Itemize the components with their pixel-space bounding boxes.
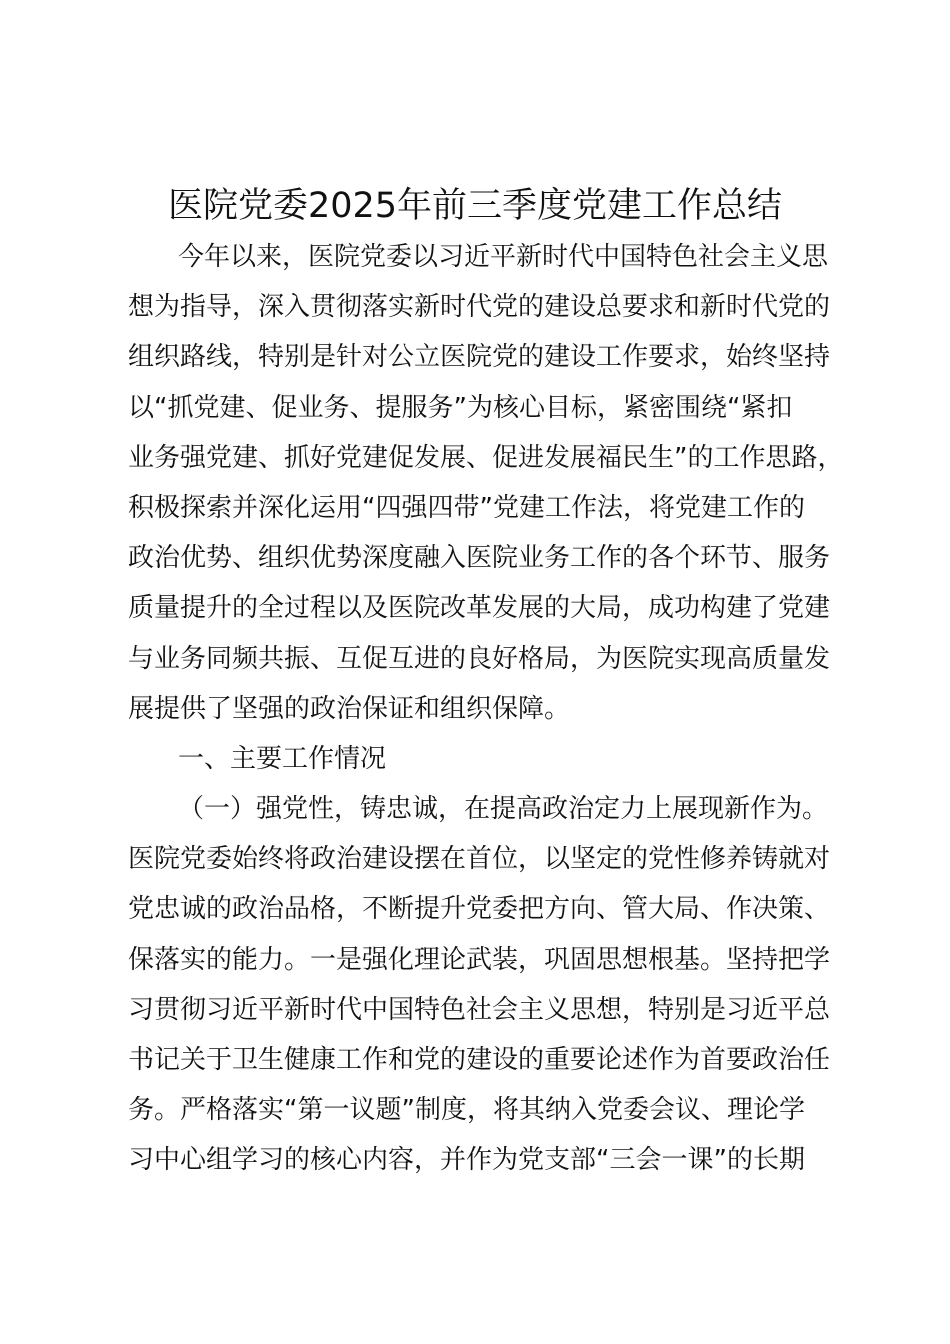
- paragraph-line: 政治优势、组织优势深度融入医院业务工作的各个环节、服务: [128, 543, 831, 574]
- paragraph-line: 习中心组学习的核心内容，并作为党支部“三会一课”的长期: [128, 1145, 805, 1176]
- paragraph-line: 书记关于卫生健康工作和党的建设的重要论述作为首要政治任: [128, 1045, 831, 1075]
- paragraph-line: 习贯彻习近平新时代中国特色社会主义思想，特别是习近平总: [128, 994, 831, 1025]
- paragraph-line: 务。严格落实“第一议题”制度，将其纳入党委会议、理论学: [128, 1095, 805, 1126]
- paragraph-line: 展提供了坚强的政治保证和组织保障。: [128, 693, 571, 724]
- paragraph-line: 质量提升的全过程以及医院改革发展的大局，成功构建了党建: [128, 593, 831, 624]
- document-body: [128, 232, 844, 1186]
- paragraph-line: 保落实的能力。一是强化理论武装，巩固思想根基。坚持把学: [128, 944, 831, 975]
- paragraph-line: 党忠诚的政治品格，不断提升党委把方向、管大局、作决策、: [128, 894, 831, 925]
- paragraph-line: （一）强党性，铸忠诚，在提高政治定力上展现新作为。: [178, 794, 829, 825]
- paragraph-line: 医院党委始终将政治建设摆在首位，以坚定的党性修养铸就对: [128, 844, 831, 875]
- paragraph-line: 今年以来，医院党委以习近平新时代中国特色社会主义思: [178, 242, 829, 272]
- paragraph-line: 想为指导，深入贯彻落实新时代党的建设总要求和新时代党的: [128, 292, 831, 323]
- paragraph-line: 积极探索并深化运用“四强四带”党建工作法，将党建工作的: [128, 492, 805, 523]
- paragraph-line: 组织路线，特别是针对公立医院党的建设工作要求，始终坚持: [128, 342, 831, 373]
- paragraph-line: 一、主要工作情况: [178, 743, 387, 774]
- paragraph-line: 业务强党建、抓好党建促发展、促进发展福民生”的工作思路，: [128, 442, 844, 473]
- paragraph-line: 与业务同频共振、互促互进的良好格局，为医院实现高质量发: [128, 643, 831, 674]
- paragraph-line: 以“抓党建、促业务、提服务”为核心目标，紧密围绕“紧扣: [128, 392, 793, 423]
- document-title: 医院党委2025年前三季度党建工作总结: [167, 186, 783, 226]
